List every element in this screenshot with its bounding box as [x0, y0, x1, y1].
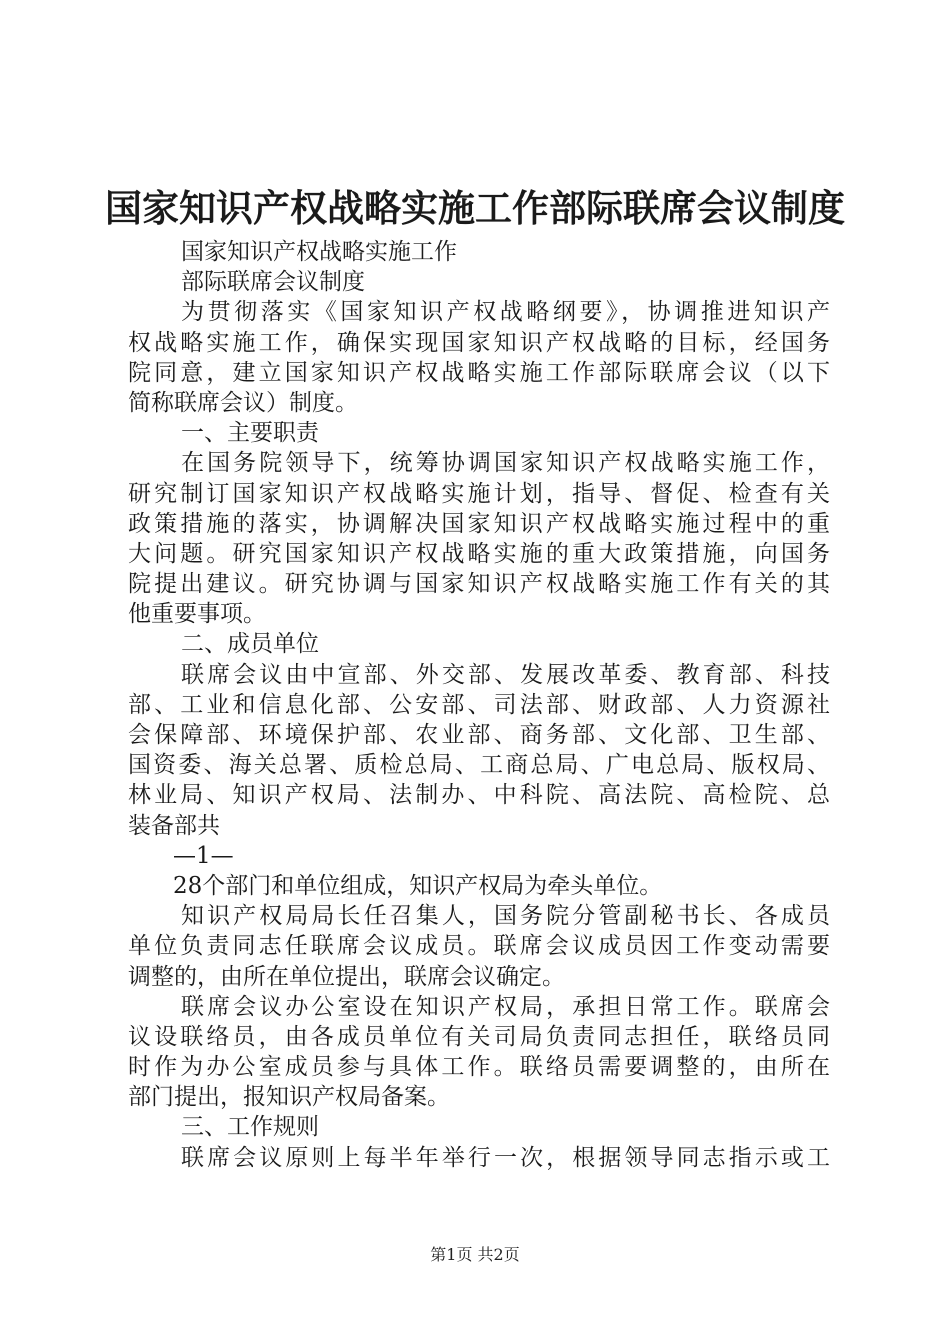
text-line: 院提出建议。研究协调与国家知识产权战略实施工作有关的其 [128, 571, 830, 598]
text-line: 为贯彻落实《国家知识产权战略纲要》，协调推进知识产 [181, 299, 830, 326]
text-line: 三、工作规则 [181, 1114, 319, 1141]
document-title: 国家知识产权战略实施工作部际联席会议制度 [105, 186, 845, 230]
text-line: 国家知识产权战略实施工作 [181, 239, 457, 265]
text-line: —1— [173, 842, 234, 869]
text-line: 知识产权局局长任召集人，国务院分管副秘书长、各成员 [181, 903, 830, 930]
text-line: 28个部门和单位组成，知识产权局为牵头单位。 [173, 872, 663, 899]
text-line: 国资委、海关总署、质检总局、工商总局、广电总局、版权局、 [128, 752, 830, 779]
text-line: 装备部共 [128, 812, 220, 839]
text-line: 简称联席会议）制度。 [128, 389, 358, 416]
text-line: 联席会议原则上每半年举行一次，根据领导同志指示或工 [181, 1144, 830, 1171]
text-line: 院同意，建立国家知识产权战略实施工作部际联席会议（以下 [128, 359, 830, 386]
text-line: 二、成员单位 [181, 631, 319, 658]
text-line: 部、工业和信息化部、公安部、司法部、财政部、人力资源社 [128, 691, 830, 718]
text-line: 部门提出，报知识产权局备案。 [128, 1084, 450, 1111]
text-line: 大问题。研究国家知识产权战略实施的重大政策措施，向国务 [128, 540, 830, 567]
document-body [128, 237, 830, 1173]
text-line: 他重要事项。 [128, 601, 266, 628]
text-line: 在国务院领导下，统筹协调国家知识产权战略实施工作， [181, 450, 830, 477]
text-line: 单位负责同志任联席会议成员。联席会议成员因工作变动需要 [128, 933, 830, 960]
text-line: 林业局、知识产权局、法制办、中科院、高法院、高检院、总 [128, 782, 830, 809]
text-line: 调整的，由所在单位提出，联席会议确定。 [128, 963, 565, 990]
text-line: 联席会议办公室设在知识产权局，承担日常工作。联席会 [181, 993, 830, 1020]
page-footer: 第1页 共2页 [430, 1245, 520, 1264]
text-line: 联席会议由中宣部、外交部、发展改革委、教育部、科技 [181, 661, 830, 688]
text-line: 政策措施的落实，协调解决国家知识产权战略实施过程中的重 [128, 510, 830, 537]
text-line: 议设联络员，由各成员单位有关司局负责同志担任，联络员同 [128, 1023, 830, 1050]
text-line: 权战略实施工作，确保实现国家知识产权战略的目标，经国务 [128, 329, 830, 356]
text-line: 研究制订国家知识产权战略实施计划，指导、督促、检查有关 [128, 480, 830, 507]
text-line: 时作为办公室成员参与具体工作。联络员需要调整的，由所在 [128, 1054, 830, 1081]
text-line: 部际联席会议制度 [181, 269, 365, 296]
text-line: 会保障部、环境保护部、农业部、商务部、文化部、卫生部、 [128, 722, 830, 748]
text-line: 一、主要职责 [181, 420, 319, 447]
